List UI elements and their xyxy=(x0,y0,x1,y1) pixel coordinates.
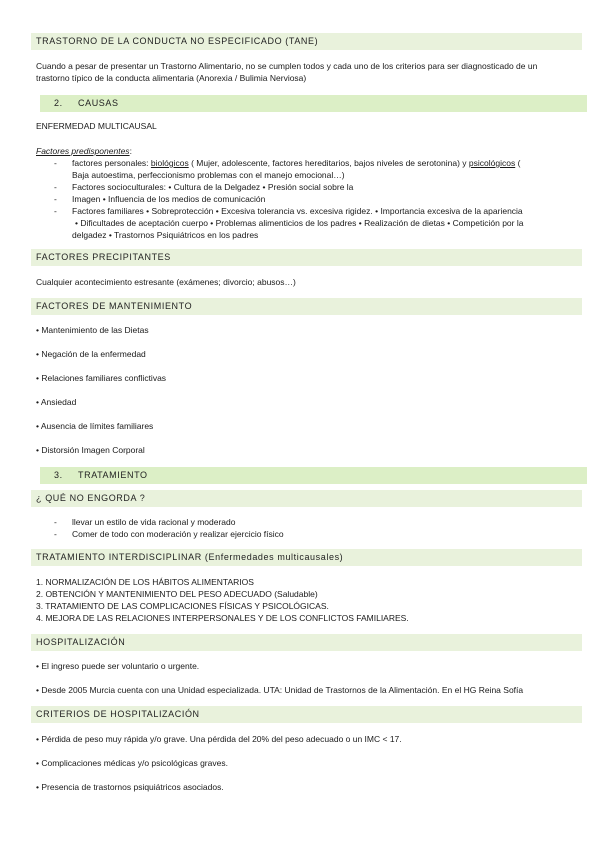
personales-suffix: ( xyxy=(515,158,521,168)
no-engorda-item: llevar un estilo de vida racional y moderado xyxy=(72,517,236,527)
interdisciplinar-item: 2. OBTENCIÓN Y MANTENIMIENTO DEL PESO ADECUADO (Saludable) xyxy=(36,589,318,599)
factores-familiares-line1: Factores familiares • Sobreprotección • Excesiva tolerancia vs. excesiva rigidez. • Importancia excesiva de la apariencia xyxy=(72,206,523,216)
dash-bullet: - xyxy=(54,517,57,527)
section-header-hospitalizacion xyxy=(31,634,582,651)
factores-personales-line2: Baja autoestima, perfeccionismo problemas con el manejo emocional…) xyxy=(72,170,345,180)
intro-paragraph: Cuando a pesar de presentar un Trastorno Alimentario, no se cumplen todos y cada uno de los criterios para ser diagnosticado de un trastorno típico de la conducta alimentaria (Anorexia / Bulimia Nerviosa) xyxy=(36,61,538,83)
imagen-line: Imagen • Influencia de los medios de comunicación xyxy=(72,194,266,204)
section-header-tane xyxy=(31,33,582,50)
section-header-text: HOSPITALIZACIÓN xyxy=(36,637,126,647)
personales-prefix: factores personales: xyxy=(72,158,151,168)
predisponentes-title-text: Factores predisponentes xyxy=(36,146,130,156)
factores-socioculturales: Factores socioculturales: • Cultura de la Delgadez • Presión social sobre la xyxy=(72,182,354,192)
section-header-no-engorda xyxy=(31,490,582,507)
personales-mid: ( Mujer, adolescente, factores hereditarios, bajos niveles de serotonina) y xyxy=(188,158,469,168)
section-number: 2. xyxy=(54,98,63,108)
dash-bullet: - xyxy=(54,158,57,168)
mantenimiento-item: • Mantenimiento de las Dietas xyxy=(36,325,149,335)
psicologicos-term: psicológicos xyxy=(468,158,516,168)
factores-familiares-line2: • Dificultades de aceptación cuerpo • Problemas alimenticios de los padres • Realización de dietas • Competición por la xyxy=(75,218,524,228)
interdisciplinar-item: 4. MEJORA DE LAS RELACIONES INTERPERSONALES Y DE LOS CONFLICTOS FAMILIARES. xyxy=(36,613,409,623)
criterios-item: • Pérdida de peso muy rápida y/o grave. Una pérdida del 20% del peso adecuado o un IMC < 17. xyxy=(36,734,402,744)
mantenimiento-item: • Distorsión Imagen Corporal xyxy=(36,445,145,455)
section-header-interdisciplinar xyxy=(31,549,582,566)
precipitantes-text: Cualquier acontecimiento estresante (exámenes; divorcio; abusos…) xyxy=(36,277,296,287)
mantenimiento-item: • Relaciones familiares conflictivas xyxy=(36,373,167,383)
mantenimiento-item: • Ansiedad xyxy=(36,397,77,407)
dash-bullet: - xyxy=(54,206,57,216)
dash-bullet: - xyxy=(54,529,57,539)
factores-familiares-line3: delgadez • Trastornos Psiquiátricos en los padres xyxy=(72,230,259,240)
section-header-text: ¿ QUÉ NO ENGORDA ? xyxy=(36,493,146,503)
section-header-text: TRATAMIENTO INTERDISCIPLINAR (Enfermedades multicausales) xyxy=(36,552,344,562)
no-engorda-item: Comer de todo con moderación y realizar ejercicio físico xyxy=(72,529,284,539)
factores-personales-line1 xyxy=(72,157,520,169)
biologicos-term: biológicos xyxy=(150,158,189,168)
section-header-mantenimiento xyxy=(31,298,582,315)
section-number: 3. xyxy=(54,470,63,480)
criterios-item: • Complicaciones médicas y/o psicológicas graves. xyxy=(36,758,228,768)
predisponentes-colon: : xyxy=(129,146,132,156)
section-header-causas xyxy=(40,95,587,112)
interdisciplinar-item: 3. TRATAMIENTO DE LAS COMPLICACIONES FÍSICAS Y PSICOLÓGICAS. xyxy=(36,601,329,611)
section-header-tratamiento xyxy=(40,467,587,484)
multicausal-label: ENFERMEDAD MULTICAUSAL xyxy=(36,121,157,131)
dash-bullet: - xyxy=(54,182,57,192)
mantenimiento-item: • Negación de la enfermedad xyxy=(36,349,146,359)
hospitalizacion-item: • El ingreso puede ser voluntario o urgente. xyxy=(36,661,200,671)
section-title: CAUSAS xyxy=(78,98,119,108)
section-header-text: FACTORES PRECIPITANTES xyxy=(36,252,171,262)
section-header-text: CRITERIOS DE HOSPITALIZACIÓN xyxy=(36,709,200,719)
dash-bullet: - xyxy=(54,194,57,204)
interdisciplinar-item: 1. NORMALIZACIÓN DE LOS HÁBITOS ALIMENTARIOS xyxy=(36,577,254,587)
criterios-item: • Presencia de trastornos psiquiátricos asociados. xyxy=(36,782,224,792)
hospitalizacion-item: • Desde 2005 Murcia cuenta con una Unidad especializada. UTA: Unidad de Trastornos de la Alimentación. En el HG Reina Sofía xyxy=(36,685,524,695)
section-header-criterios xyxy=(31,706,582,723)
section-header-text: FACTORES DE MANTENIMIENTO xyxy=(36,301,193,311)
predisponentes-title xyxy=(36,145,132,157)
mantenimiento-item: • Ausencia de límites familiares xyxy=(36,421,154,431)
section-header-text: TRASTORNO DE LA CONDUCTA NO ESPECIFICADO (TANE) xyxy=(36,36,319,46)
section-header-precipitantes xyxy=(31,249,582,266)
section-title: TRATAMIENTO xyxy=(78,470,148,480)
